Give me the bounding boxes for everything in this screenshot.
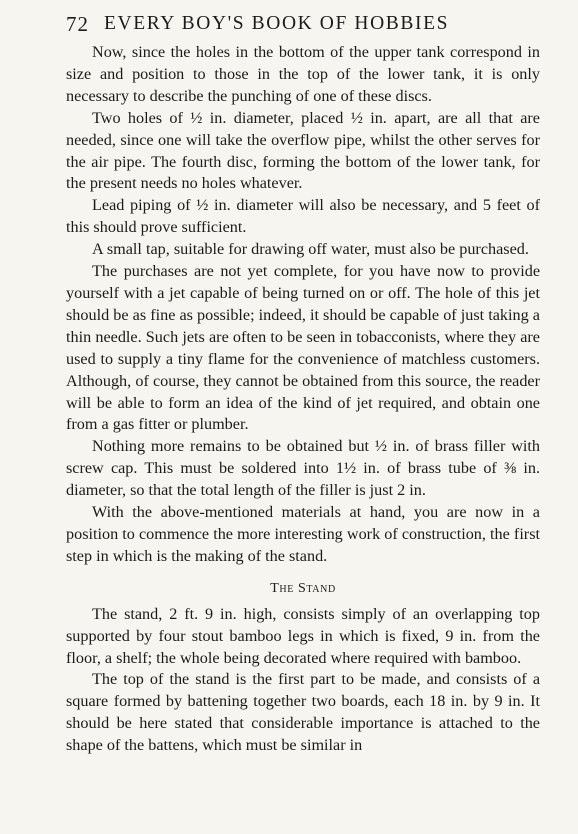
paragraph: Now, since the holes in the bottom of the upper tank correspond in size and position to those in the top of the lower tank, it is only necessary to describe the punching of one of these discs. [66, 43, 540, 105]
paragraph: Nothing more remains to be obtained but ½ in. of brass filler with screw cap. This must be soldered into 1½ in. of brass tube of ⅜ in. diameter, so that the total length of the filler is just 2 in. [66, 437, 540, 500]
page-number: 72 [66, 12, 89, 36]
section-heading: The Stand [270, 580, 336, 596]
running-head: EVERY BOY'S BOOK OF HOBBIES [104, 13, 450, 34]
body-text [66, 42, 540, 757]
paragraph: A small tap, suitable for drawing off water, must also be purchased. [92, 240, 529, 259]
paragraph: Lead piping of ½ in. diameter will also be necessary, and 5 feet of this should prove sufficient. [66, 196, 540, 237]
paragraph: The purchases are not yet complete, for you have now to provide yourself with a jet capable of being turned on or off. The hole of this jet should be as fine as possible; indeed, it should be capable of just taking a thin needle. Such jets are often to be seen in tobacconists, where they are used to supply a tiny flame for the convenience of matchless customers. Although, of course, they cannot be obtained from this source, the reader will be able to form an idea of the kind of jet required, and obtain one from a gas fitter or plumber. [66, 262, 540, 434]
paragraph: Two holes of ½ in. diameter, placed ½ in. apart, are all that are needed, since one will take the overflow pipe, whilst the other serves for the air pipe. The fourth disc, forming the bottom of the lower tank, for the present needs no holes whatever. [66, 108, 540, 193]
paragraph: The stand, 2 ft. 9 in. high, consists simply of an overlapping top supported by four stout bamboo legs in which is fixed, 9 in. from the floor, a shelf; the whole being decorated where required with bamboo. [66, 604, 540, 667]
page-header [66, 12, 544, 40]
paragraph: The top of the stand is the first part to be made, and consists of a square formed by battening together two boards, each 18 in. by 9 in. It should be here stated that considerable importance is attached to the shape of the battens, which must be similar in [66, 670, 540, 755]
paragraph: With the above-mentioned materials at hand, you are now in a position to commence the more interesting work of construction, the first step in which is the making of the stand. [66, 503, 540, 565]
